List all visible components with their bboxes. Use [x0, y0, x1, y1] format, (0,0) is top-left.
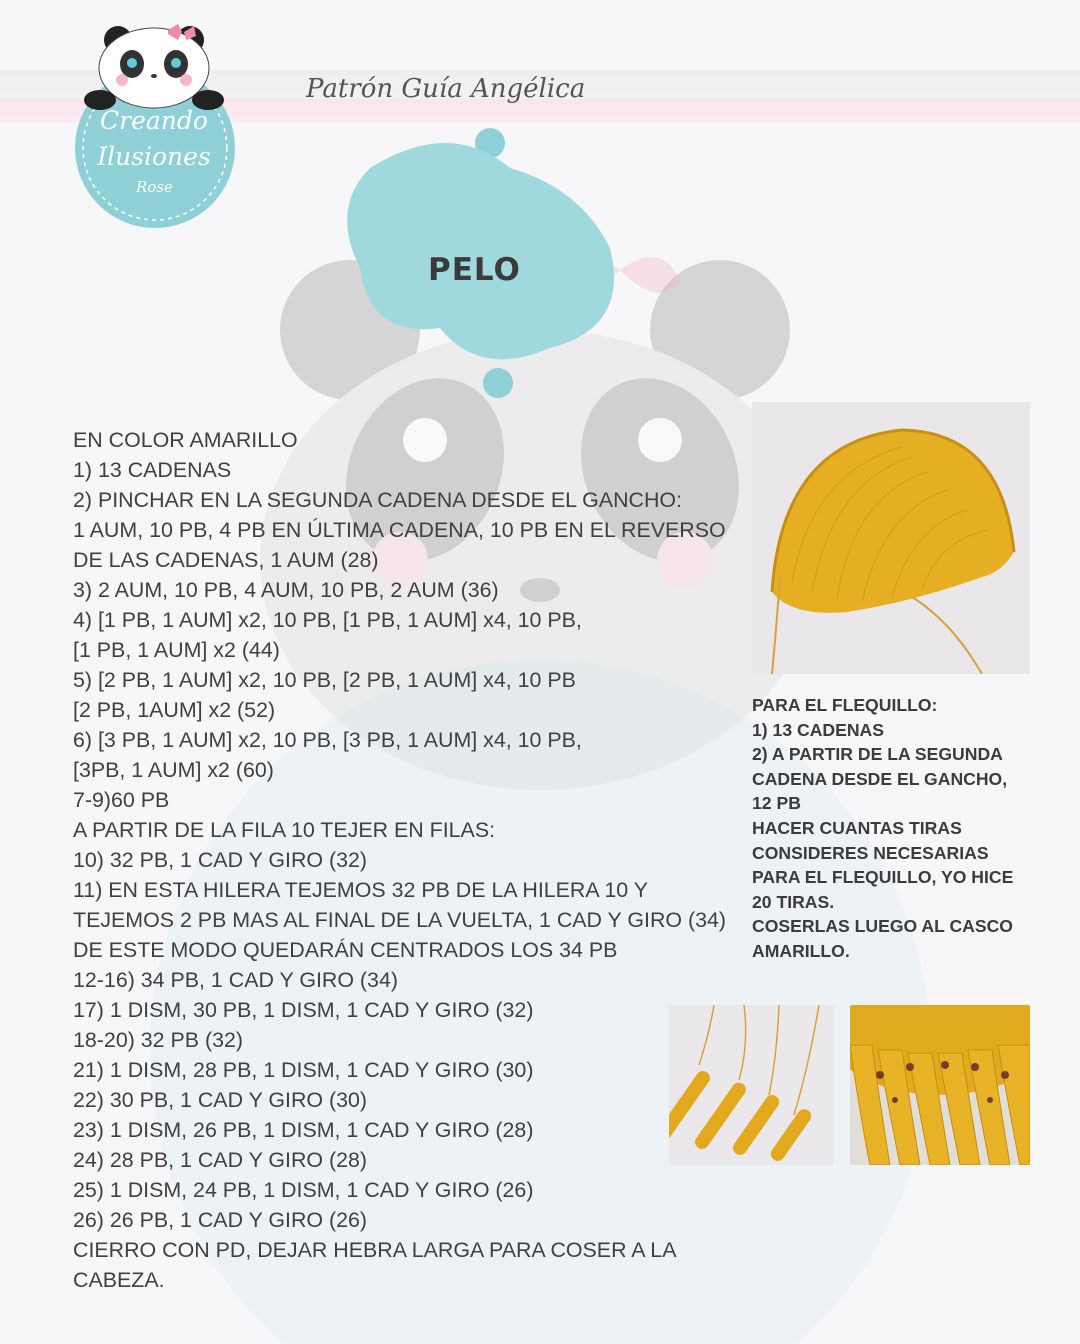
instruction-line: 21) 1 DISM, 28 PB, 1 DISM, 1 CAD Y GIRO (30)	[73, 1058, 534, 1082]
instruction-line: [2 PB, 1AUM] x2 (52)	[73, 698, 276, 722]
instruction-line: A PARTIR DE LA FILA 10 TEJER EN FILAS:	[73, 818, 496, 842]
hair-instructions	[73, 425, 763, 1295]
fringe-line: CONSIDERES NECESARIAS	[752, 842, 989, 863]
instruction-line: 1 AUM, 10 PB, 4 PB EN ÚLTIMA CADENA, 10 PB EN EL REVERSO	[73, 518, 726, 542]
instruction-line: 18-20) 32 PB (32)	[73, 1028, 244, 1052]
instruction-line: CABEZA.	[73, 1268, 165, 1292]
fringe-line: CADENA DESDE EL GANCHO,	[752, 768, 1008, 789]
fringe-line: COSERLAS LUEGO AL CASCO	[752, 916, 1013, 937]
instruction-line: 24) 28 PB, 1 CAD Y GIRO (28)	[73, 1148, 368, 1172]
instruction-line: 5) [2 PB, 1 AUM] x2, 10 PB, [2 PB, 1 AUM] x4, 10 PB	[73, 668, 576, 692]
instruction-line: [3PB, 1 AUM] x2 (60)	[73, 758, 274, 782]
instruction-line: CIERRO CON PD, DEJAR HEBRA LARGA PARA COSER A LA	[73, 1238, 677, 1262]
instruction-line: 7-9)60 PB	[73, 788, 170, 812]
photo-cap-with-fringe	[850, 1005, 1030, 1165]
fringe-line: AMARILLO.	[752, 940, 850, 961]
instruction-line: 22) 30 PB, 1 CAD Y GIRO (30)	[73, 1088, 368, 1112]
instruction-line: 4) [1 PB, 1 AUM] x2, 10 PB, [1 PB, 1 AUM] x4, 10 PB,	[73, 608, 582, 632]
instruction-line: 25) 1 DISM, 24 PB, 1 DISM, 1 CAD Y GIRO (26)	[73, 1178, 534, 1202]
instruction-line: 1) 13 CADENAS	[73, 458, 232, 482]
fringe-line: 20 TIRAS.	[752, 891, 835, 912]
fringe-line: HACER CUANTAS TIRAS	[752, 817, 962, 838]
instruction-line: 11) EN ESTA HILERA TEJEMOS 32 PB DE LA HILERA 10 Y	[73, 878, 649, 902]
instruction-line: EN COLOR AMARILLO	[73, 428, 298, 452]
fringe-instructions	[752, 693, 1042, 964]
fringe-line: PARA EL FLEQUILLO:	[752, 695, 938, 715]
instruction-line: 23) 1 DISM, 26 PB, 1 DISM, 1 CAD Y GIRO (28)	[73, 1118, 534, 1142]
fringe-line: PARA EL FLEQUILLO, YO HICE	[752, 867, 1014, 888]
logo-text-creando: Creando	[100, 106, 208, 135]
instruction-line: DE LAS CADENAS, 1 AUM (28)	[73, 548, 379, 572]
logo-text-rose: Rose	[136, 178, 173, 196]
photo-fringe-strips	[669, 1005, 834, 1165]
instruction-line: 2) PINCHAR EN LA SEGUNDA CADENA DESDE EL GANCHO:	[73, 488, 682, 512]
page-header-title: Patrón Guía Angélica	[306, 74, 586, 104]
fringe-line: 2) A PARTIR DE LA SEGUNDA	[752, 744, 1003, 765]
instruction-line: 26) 26 PB, 1 CAD Y GIRO (26)	[73, 1208, 368, 1232]
instruction-line: 10) 32 PB, 1 CAD Y GIRO (32)	[73, 848, 368, 872]
instruction-line: TEJEMOS 2 PB MAS AL FINAL DE LA VUELTA, 1 CAD Y GIRO (34)	[73, 908, 727, 932]
instruction-line: 3) 2 AUM, 10 PB, 4 AUM, 10 PB, 2 AUM (36)	[73, 578, 499, 602]
photo-yellow-cap	[752, 402, 1030, 674]
instruction-line: 6) [3 PB, 1 AUM] x2, 10 PB, [3 PB, 1 AUM] x4, 10 PB,	[73, 728, 582, 752]
instruction-line: 12-16) 34 PB, 1 CAD Y GIRO (34)	[73, 968, 398, 992]
fringe-line: 1) 13 CADENAS	[752, 719, 884, 740]
instruction-line: 17) 1 DISM, 30 PB, 1 DISM, 1 CAD Y GIRO (32)	[73, 998, 534, 1022]
section-title: PELO	[428, 252, 521, 288]
instruction-line: [1 PB, 1 AUM] x2 (44)	[73, 638, 280, 662]
fringe-line: 12 PB	[752, 793, 801, 814]
instruction-line: DE ESTE MODO QUEDARÁN CENTRADOS LOS 34 PB	[73, 938, 618, 962]
logo-text-ilusiones: Ilusiones	[97, 142, 211, 171]
